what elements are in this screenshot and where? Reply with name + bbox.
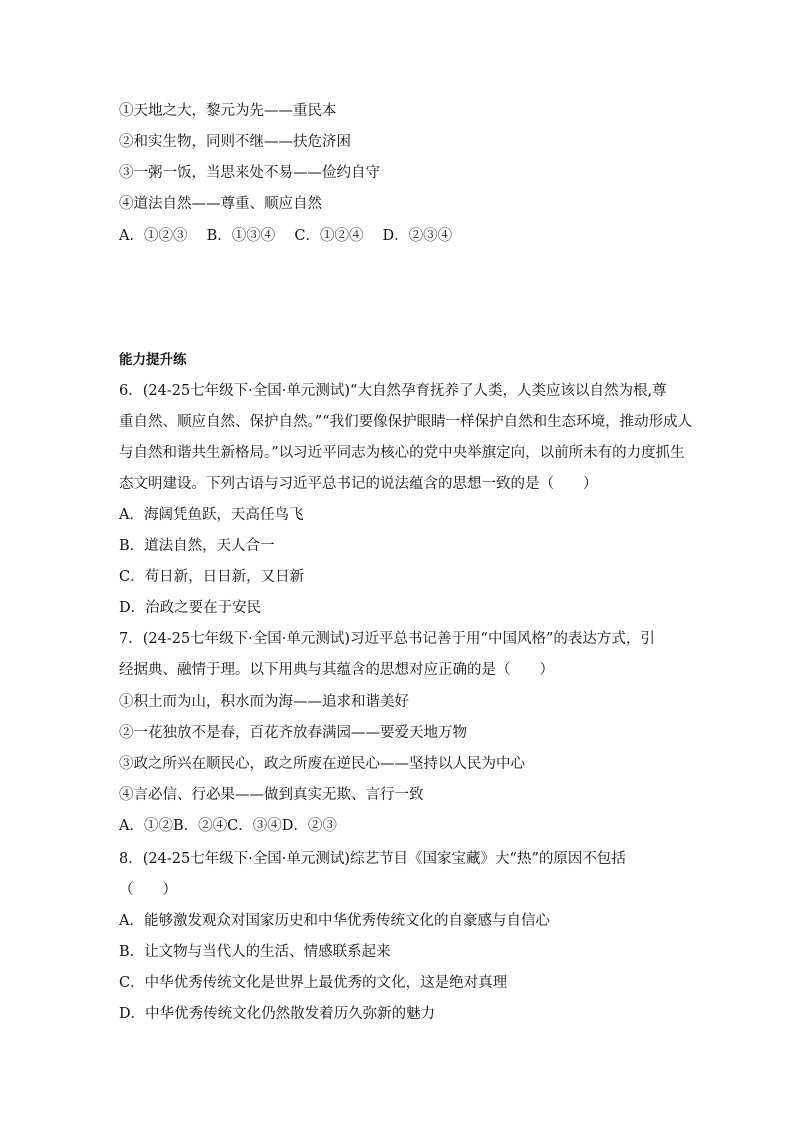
statement-1: ①天地之大，黎元为先——重民本 <box>119 103 337 119</box>
question-stem-line: 8．(24-25七年级下·全国·单元测试)综艺节目《国家宝藏》大“热”的原因不包括 <box>119 851 626 867</box>
statement-1: ①积土而为山，积水而为海——追求和谐美好 <box>119 694 409 710</box>
option-d: D．治政之要在于安民 <box>119 600 262 616</box>
option-b: B．让文物与当代人的生活、情感联系起来 <box>119 944 391 960</box>
option-c: C．苟日新，日日新，又日新 <box>119 569 305 585</box>
option-c: C．中华优秀传统文化是世界上最优秀的文化，这是绝对真理 <box>119 975 508 991</box>
question-stem-line: 重自然、顺应自然、保护自然。”“我们要像保护眼睛一样保护自然和生态环境，推动形成人 <box>119 414 693 430</box>
question-stem-line: 7．(24-25七年级下·全国·单元测试)习近平总书记善于用“中国风格”的表达方式，引 <box>119 631 655 647</box>
statement-2: ②一花独放不是春，百花齐放春满园——要爱天地万物 <box>119 725 467 741</box>
statement-3: ③政之所兴在顺民心，政之所废在逆民心——坚持以人民为中心 <box>119 756 525 772</box>
answer-options: A．①②B．②④C．③④D．②③ <box>119 818 337 834</box>
question-stem-line: 与自然和谐共生新格局。”以习近平同志为核心的党中央举旗定向，以前所未有的力度抓生 <box>119 445 685 461</box>
question-stem-line: 经据典、融情于理。以下用典与其蕴含的思想对应正确的是（ ） <box>119 662 554 678</box>
option-d: D．中华优秀传统文化仍然散发着历久弥新的魅力 <box>119 1006 436 1022</box>
option-b: B．道法自然，天人合一 <box>119 538 275 554</box>
statement-4: ④言必信、行必果——做到真实无欺、言行一致 <box>119 787 424 803</box>
question-stem-line: （ ） <box>119 882 177 898</box>
statement-2: ②和实生物，同则不继——扶危济困 <box>119 134 351 150</box>
statement-4: ④道法自然——尊重、顺应自然 <box>119 196 322 212</box>
option-a: A．海阔凭鱼跃，天高任鸟飞 <box>119 507 304 523</box>
statement-3: ③一粥一饭，当思来处不易——俭约自守 <box>119 165 380 181</box>
question-stem-line: 6．(24-25七年级下·全国·单元测试)“大自然孕育抚养了人类，人类应该以自然为根,尊 <box>119 383 667 399</box>
option-a: A．能够激发观众对国家历史和中华优秀传统文化的自豪感与自信心 <box>119 913 550 929</box>
question-stem-line: 态文明建设。下列古语与习近平总书记的说法蕴含的思想一致的是（ ） <box>119 476 598 492</box>
answer-options: A．①②③ B．①③④ C．①②④ D．②③④ <box>119 228 453 244</box>
section-heading: 能力提升练 <box>119 352 187 368</box>
